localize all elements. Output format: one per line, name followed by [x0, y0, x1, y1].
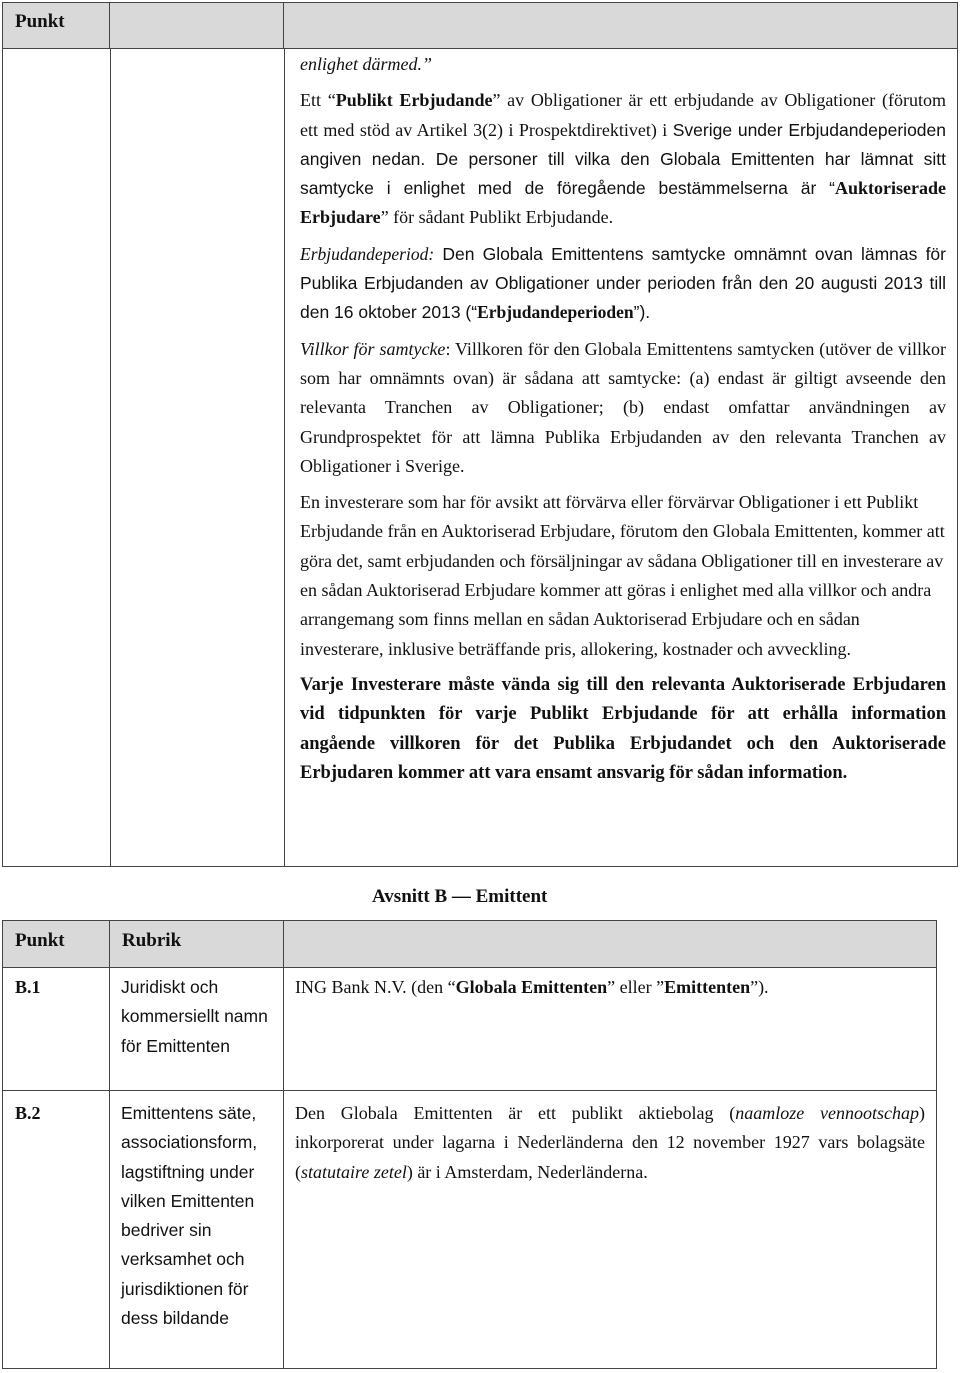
- row-b1-text: [295, 973, 927, 1002]
- table1-header-punkt: Punkt: [15, 11, 65, 32]
- term-globala-emittenten: Globala Emittenten: [455, 977, 608, 997]
- term-emittenten: Emittenten: [664, 977, 751, 997]
- table2-header-row: [3, 921, 936, 968]
- text-fragment: : Villkoren för den Globala Emittentens samtycken (utöver de villkor som har omnämnts ovan) är sådana att samtycke: (a) endast är giltigt avseende den relevanta Tranchen av Obligationer; (b) endast omfattar användningen av Grundprospektet för att lämna Publika Erbjudanden av den relevanta Tranchen av Obligationer i Sverige.: [300, 338, 947, 476]
- row-b2-rubrik: Emittentens säte, associationsform, lagstiftning under vilken Emittenten bedriver sin verksamhet och jurisdiktionen för dess bildande: [121, 1103, 258, 1329]
- table1-header-rubrik-cell: [110, 3, 284, 48]
- text-fragment: ” av Obligationer är ett erbjudande av Obligationer (förutom ett med stöd av Artikel 3(2) i Prospektdirektivet) i: [300, 90, 946, 140]
- section-title: Avsnitt B — Emittent: [372, 886, 548, 907]
- text-fragment: Ett “: [300, 90, 336, 111]
- offer-period-paragraph: [300, 240, 946, 328]
- text-fragment: ) är i Amsterdam, Nederländerna.: [406, 1161, 648, 1182]
- investor-paragraph: En investerare som har för avsikt att förvärva eller förvärvar Obligationer i ett Publikt Erbjudande från en Auktoriserad Erbjudare, förutom den Globala Emittenten, kommer att göra det, samt erbjudanden och försäljningar av sådana Obligationer till en investerare av en sådan Auktoriserad Erbjudare kommer att göras i enlighet med alla villkor och andra arrangemang som finns mellan en sådan Auktoriserad Erbjudare och en sådan investerare, inklusive beträffande pris, allokering, kostnader och avveckling.: [300, 492, 945, 659]
- text-fragment: ”).: [750, 977, 769, 997]
- text-fragment: Den Globala Emittenten är ett publikt aktiebolag (: [295, 1103, 736, 1123]
- row-b1-punkt: B.1: [15, 977, 41, 997]
- consent-conditions-label: Villkor för samtycke: [300, 338, 446, 359]
- table2-column-divider: [109, 921, 110, 1368]
- investor-notice-bold: Varje Investerare måste vända sig till den relevanta Auktoriserade Erbjudaren vid tidpunkten för varje Publikt Erbjudande för att erhålla information angående villkoren för det Publika Erbjudandet och den Auktoriserade Erbjudaren kommer att vara ensamt ansvarig för sådan information.: [300, 674, 946, 783]
- text-fragment: ING Bank N.V. (den “: [295, 977, 456, 997]
- text-fragment: ) inkorporerat under lagarna i Nederländerna den 12 november 1927 vars bolagsäte (: [295, 1103, 926, 1182]
- table2: [2, 920, 937, 1369]
- table1-header-row: [2, 2, 958, 49]
- offer-period-label: Erbjudandeperiod:: [300, 243, 435, 264]
- text-fragment: Sverige under Erbjudandeperioden angiven nedan. De personer till vilka den Globala Emittenten har lämnat sitt samtycke i enlighet med de föregående bestämmelserna är “: [300, 119, 947, 199]
- table2-header-rubrik: Rubrik: [122, 930, 182, 951]
- consent-conditions-paragraph: [300, 335, 946, 481]
- term-erbjudandeperioden: Erbjudandeperioden: [477, 302, 634, 323]
- table1-column-divider: [284, 49, 285, 866]
- term-auktoriserade-erbjudare: Auktoriserade Erbjudare: [300, 178, 946, 228]
- text-fragment: ” eller ”: [607, 977, 665, 997]
- consent-lead-text: enlighet därmed.”: [300, 54, 432, 74]
- public-offer-paragraph: [300, 86, 946, 232]
- table2-column-divider: [283, 921, 284, 1368]
- consent-text-block: [300, 50, 946, 795]
- text-fragment: Den Globala Emittentens samtycke omnämnt ovan lämnas för Publika Erbjudanden av Obligationer under perioden från den 20 augusti 2013 till den 16 oktober 2013 (“: [300, 243, 946, 323]
- row-b2-text: [295, 1099, 925, 1187]
- text-fragment: ”).: [633, 302, 651, 323]
- row-b2-punkt: B.2: [15, 1103, 41, 1123]
- text-fragment: ” för sådant Publikt Erbjudande.: [380, 207, 614, 228]
- table1-column-divider: [110, 49, 111, 866]
- consent-paragraph-lead: [300, 50, 946, 79]
- term-publikt-erbjudande: Publikt Erbjudande: [335, 90, 493, 111]
- term-naamloze-vennootschap: naamloze vennootschap: [735, 1103, 920, 1123]
- table2-header-punkt: Punkt: [15, 930, 65, 951]
- term-statutaire-zetel: statutaire zetel: [301, 1161, 407, 1182]
- table2-row-divider: [3, 1090, 936, 1091]
- row-b1-rubrik: Juridiskt och kommersiellt namn för Emittenten: [121, 977, 268, 1056]
- table1-header-punkt-cell: [3, 3, 110, 48]
